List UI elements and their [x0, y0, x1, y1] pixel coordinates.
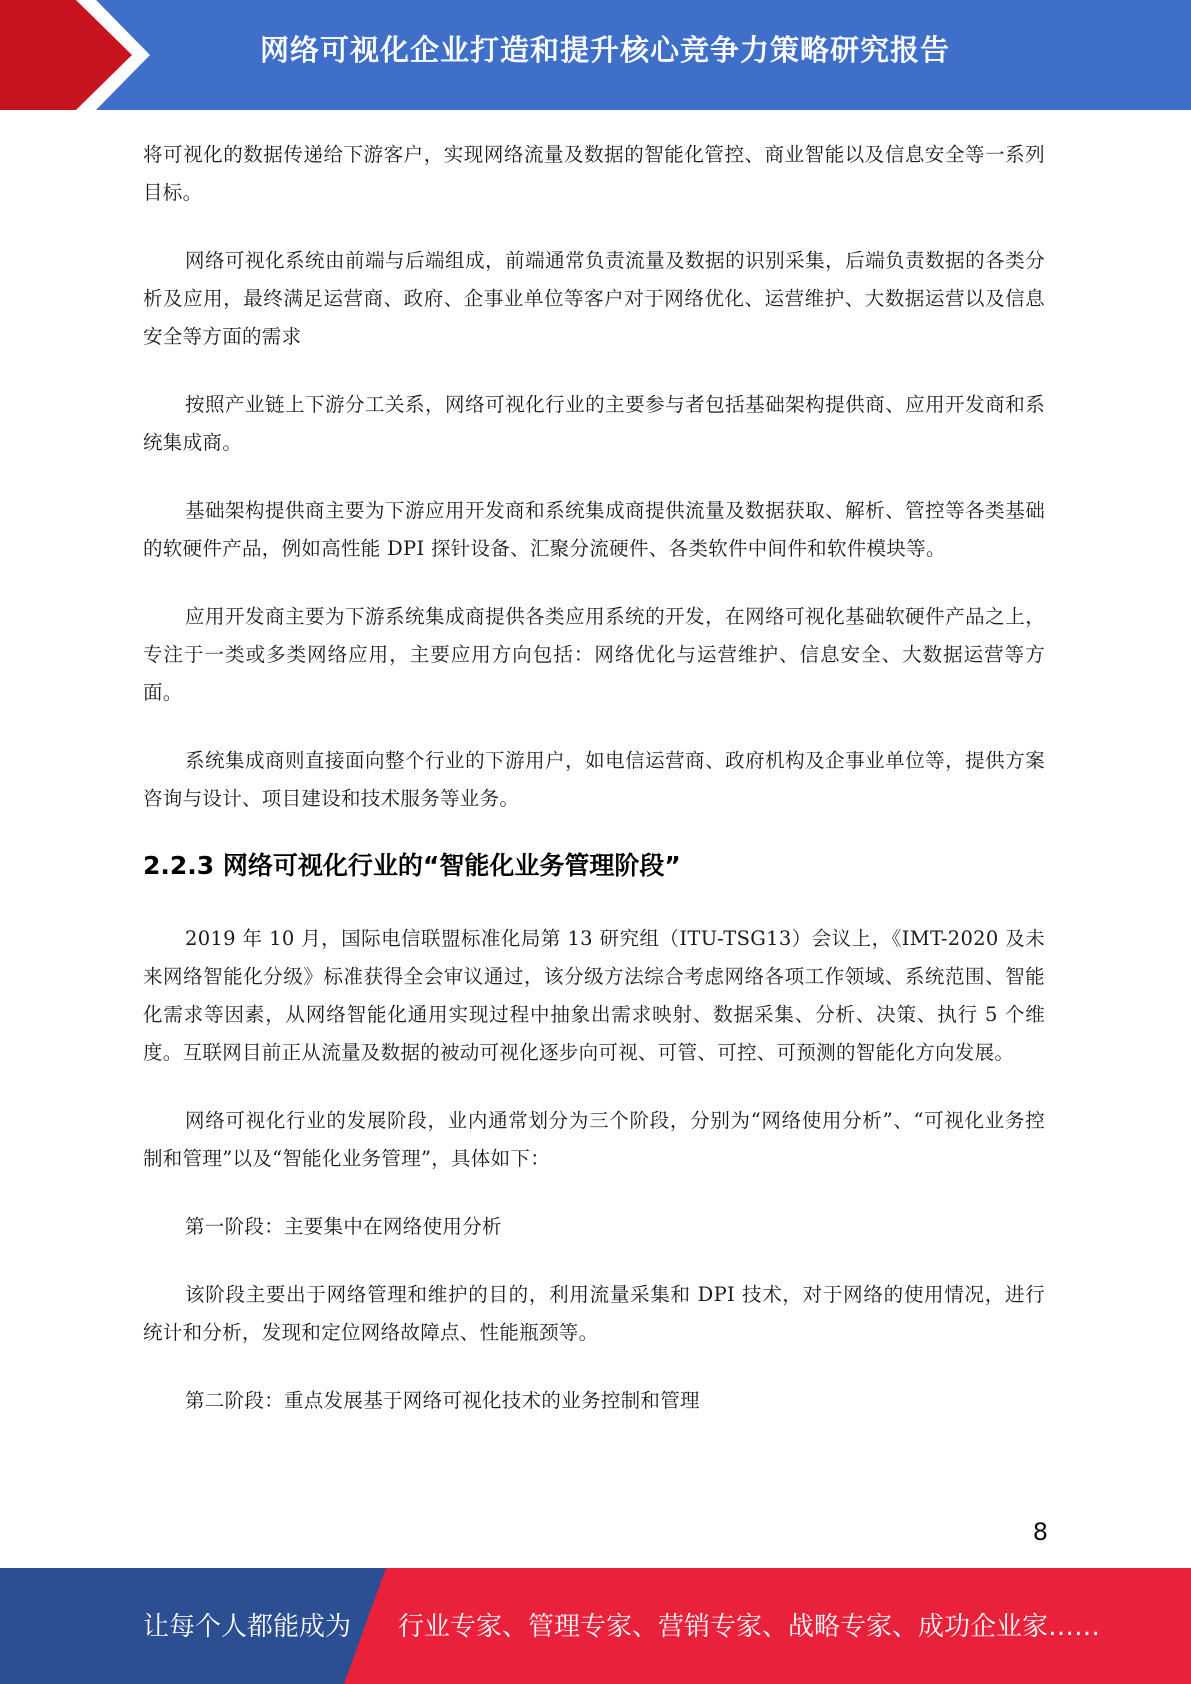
report-title: 网络可视化企业打造和提升核心竞争力策略研究报告	[260, 33, 951, 67]
section-paragraph-5: 第二阶段：重点发展基于网络可视化技术的业务控制和管理	[185, 1389, 700, 1412]
paragraph-4: 基础架构提供商主要为下游应用开发商和系统集成商提供流量及数据获取、解析、管控等各类基础的软硬件产品，例如高性能 DPI 探针设备、汇聚分流硬件、各类软件中间件和软件模块等。	[143, 499, 1045, 560]
section-paragraph-3: 第一阶段：主要集中在网络使用分析	[185, 1215, 502, 1238]
page-footer	[0, 1568, 1191, 1684]
paragraph-1: 将可视化的数据传递给下游客户，实现网络流量及数据的智能化管控、商业智能以及信息安全等一系列目标。	[143, 143, 1045, 204]
page-header	[0, 0, 1191, 110]
document-body	[143, 136, 1045, 1450]
header-arrow-icon	[0, 0, 140, 110]
page-number: 8	[1032, 1518, 1048, 1546]
section-paragraph-2: 网络可视化行业的发展阶段，业内通常划分为三个阶段，分别为“网络使用分析”、“可视化业务控制和管理”以及“智能化业务管理”，具体如下：	[143, 1109, 1045, 1170]
paragraph-5: 应用开发商主要为下游系统集成商提供各类应用系统的开发，在网络可视化基础软硬件产品之上，专注于一类或多类网络应用，主要应用方向包括：网络优化与运营维护、信息安全、大数据运营等方面。	[143, 605, 1045, 704]
section-heading: 2.2.3 网络可视化行业的“智能化业务管理阶段”	[143, 851, 681, 880]
paragraph-2: 网络可视化系统由前端与后端组成，前端通常负责流量及数据的识别采集，后端负责数据的各类分析及应用，最终满足运营商、政府、企事业单位等客户对于网络优化、运营维护、大数据运营以及信息安全等方面的需求	[143, 249, 1045, 348]
section-paragraph-4: 该阶段主要出于网络管理和维护的目的，利用流量采集和 DPI 技术，对于网络的使用情况，进行统计和分析，发现和定位网络故障点、性能瓶颈等。	[143, 1283, 1045, 1344]
footer-slogan-left: 让每个人都能成为	[143, 1612, 352, 1642]
footer-slogan-right: 行业专家、管理专家、营销专家、战略专家、成功企业家……	[398, 1612, 1101, 1642]
paragraph-3: 按照产业链上下游分工关系，网络可视化行业的主要参与者包括基础架构提供商、应用开发商和系统集成商。	[143, 393, 1045, 454]
section-paragraph-1: 2019 年 10 月，国际电信联盟标准化局第 13 研究组（ITU-TSG13）会议上，《IMT-2020 及未来网络智能化分级》标准获得全会审议通过，该分级方法综合考虑网络各项工作领域、系统范围、智能化需求等因素，从网络智能化通用实现过程中抽象出需求映射、数据采集、分析、决策、执行 5 个维度。互联网目前正从流量及数据的被动可视化逐步向可视、可管、可控、可预测的智能化方向发展。	[143, 927, 1045, 1064]
paragraph-6: 系统集成商则直接面向整个行业的下游用户，如电信运营商、政府机构及企事业单位等，提供方案咨询与设计、项目建设和技术服务等业务。	[143, 749, 1045, 810]
